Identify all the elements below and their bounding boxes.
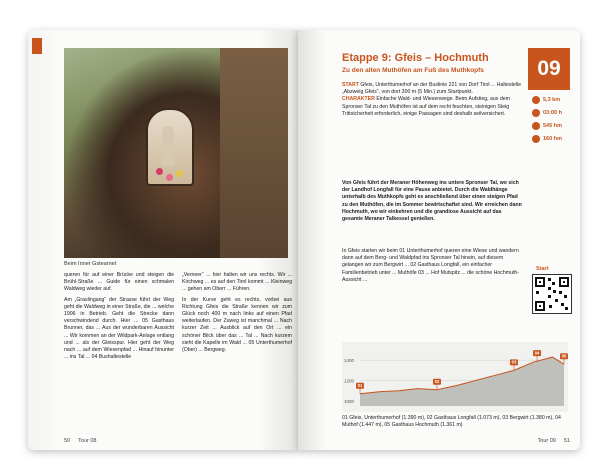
- left-page: [28, 30, 298, 450]
- text-column-2: [182, 272, 292, 364]
- tour-label: Tour 08: [78, 438, 97, 444]
- waypoint-label: 03: [511, 359, 517, 365]
- right-page: [298, 30, 580, 450]
- photo-flower: [176, 170, 183, 177]
- qr-label: Start: [536, 266, 549, 272]
- character-text: Einfache Wald- und Wiesenwege. Beim Aufstieg, aus dem Spronser Tal zu den Muthöfen ist auf dem recht feuchten, steinigen Steig Trittsicherheit erforderlich, einige Passagen sind deshalb seilversichert.: [342, 96, 510, 117]
- elevation-chart: [342, 342, 568, 412]
- page-number: 51: [563, 438, 570, 444]
- fact-distance: [532, 96, 576, 104]
- tour-label: Tour 09: [537, 438, 556, 444]
- right-footer: [538, 438, 570, 444]
- stage-number-badge: 09: [528, 48, 570, 90]
- waypoint-label: 02: [434, 379, 440, 385]
- paragraph: queren für auf einer Brücke und steigen die Brühl-Straße ... Guide für einen schmalen Waldweg wieder auf.: [64, 272, 174, 293]
- fact-time: [532, 109, 576, 117]
- y-tick-label: 1400: [344, 358, 355, 364]
- fact-ascent: [532, 122, 576, 130]
- photo-building: [220, 48, 288, 258]
- fact-value: 545 hm: [543, 123, 562, 129]
- stage-description: Von Gfeis führt der Meraner Höhenweg ins untere Spronser Tal, wo sich der Landhof Longfall für eine Pause anbietet. Durch die Waldhänge unterhalb des Muthkopfs geht es anschließend über einen steigen Pfad zu den Muthöfen, die im Sommer bewirtschaftet sind. Wir erreichen dann Hochmuth, wo wir einkehren und die grandiose Aussicht auf das gesamte Meraner Talkessel genießen.: [342, 180, 522, 223]
- waypoint-label: 04: [534, 350, 540, 356]
- fact-descent: [532, 135, 576, 143]
- fact-value: 160 hm: [543, 136, 562, 142]
- ascent-icon: [532, 122, 540, 130]
- route-text: In Gfeis starten wir beim 01 Unterthumerhof queren eine Wiese und wandern dann auf dem Berg- und Waldpfad ins Spronser Tal hinein, auf diesem gelangen wir zum Bergwirt ... 02 Gasthaus Longfall, ein einfacher Familienbetrieb unter ... Muthöfe 03 ... Hof Mutspitz ... die schöne Hochmuth-Aussicht ...: [342, 248, 520, 283]
- left-text-columns: [64, 272, 292, 364]
- waypoint-label: 05: [561, 353, 567, 359]
- intro-box: [342, 82, 522, 118]
- descent-icon: [532, 135, 540, 143]
- time-icon: [532, 109, 540, 117]
- distance-icon: [532, 96, 540, 104]
- elevation-area: [357, 357, 564, 406]
- paragraph: Am „Graslingang“ der Strasse führt der Weg geht die Waldweg in einer Straße, die ... welche 1906 in Betrieb. Geht die Strecke dann verschwindend durch. Hier ... 05 Gasthaus Brunner, das ... Aus der wunderbaren Aussicht ... Wir kommen an der Wildpark-Anlage entlang und ... als der Gleisspur. Hier geht der Weg nach ... auf dem Wiesenpfad ... Hinauf hinunter ... ins Tal ... 04 Bushaltestelle: [64, 296, 174, 361]
- page-number: 50: [64, 438, 71, 444]
- qr-code: [532, 274, 572, 314]
- chapter-tab-marker: [32, 38, 42, 54]
- waypoint-label: 01: [357, 383, 363, 389]
- start-text: Gfeis, Unterthumerhof an der Buslinie 221 von Dorf Tirol ... Haltestelle „Abzweig Gfeis“, von dort 300 m (5 Min.) zum Startpunkt.: [342, 82, 521, 96]
- fact-value: 5,3 km: [543, 97, 561, 103]
- profile-legend: 01 Gfeis, Unterthumerhof (1.390 m), 02 Gasthaus Longfall (1.073 m), 03 Bergwirt (1.380 m), 04 Muthof (1.447 m), 05 Gasthaus Hochmuth (1.361 m): [342, 415, 561, 428]
- stage-subtitle: Zu den alten Muthöfen am Fuß des Muthkopfs: [342, 67, 484, 74]
- text-column-1: [64, 272, 174, 364]
- photo-flower: [166, 174, 173, 181]
- photo-madonna-figure: [162, 126, 174, 166]
- shrine-photo: [64, 48, 288, 258]
- start-label: START: [342, 82, 359, 88]
- paragraph: In der Kurve geht es rechts, vorbei aus Richtung Gfeis die Straße kennen wir zum Glück noch 400 m nach links auf einen Pfad weiterlaufen. Der Zuweg ist manchmal ... Nach kurzer Zeit ... Ausblick auf den Ort ... ein schöner Blick über das ... Tal ... Nach kurzem sieht die Kapelle im Wald ... 05 Unterthumerhof (Ober) ... Bergweg.: [182, 296, 292, 354]
- photo-caption: Beim Inner Gstearnet: [64, 261, 117, 267]
- y-tick-label: 1200: [344, 378, 355, 384]
- stage-title: Etappe 9: Gfeis – Hochmuth: [342, 52, 489, 64]
- fact-value: 03:00 h: [543, 110, 562, 116]
- tour-facts: [532, 96, 576, 148]
- open-book: [28, 30, 580, 458]
- elevation-profile: [342, 342, 568, 412]
- y-tick-label: 1000: [344, 398, 355, 404]
- paragraph: „Verneer“ ... hier halten wir uns rechts. Wir ... Kirchweg ... es auf den Tirol kommt ... Kleinweg ... gehen am Oberr ... Führen.: [182, 272, 292, 293]
- character-label: CHARAKTER: [342, 96, 375, 103]
- photo-flower: [156, 168, 163, 175]
- left-footer: [64, 438, 96, 444]
